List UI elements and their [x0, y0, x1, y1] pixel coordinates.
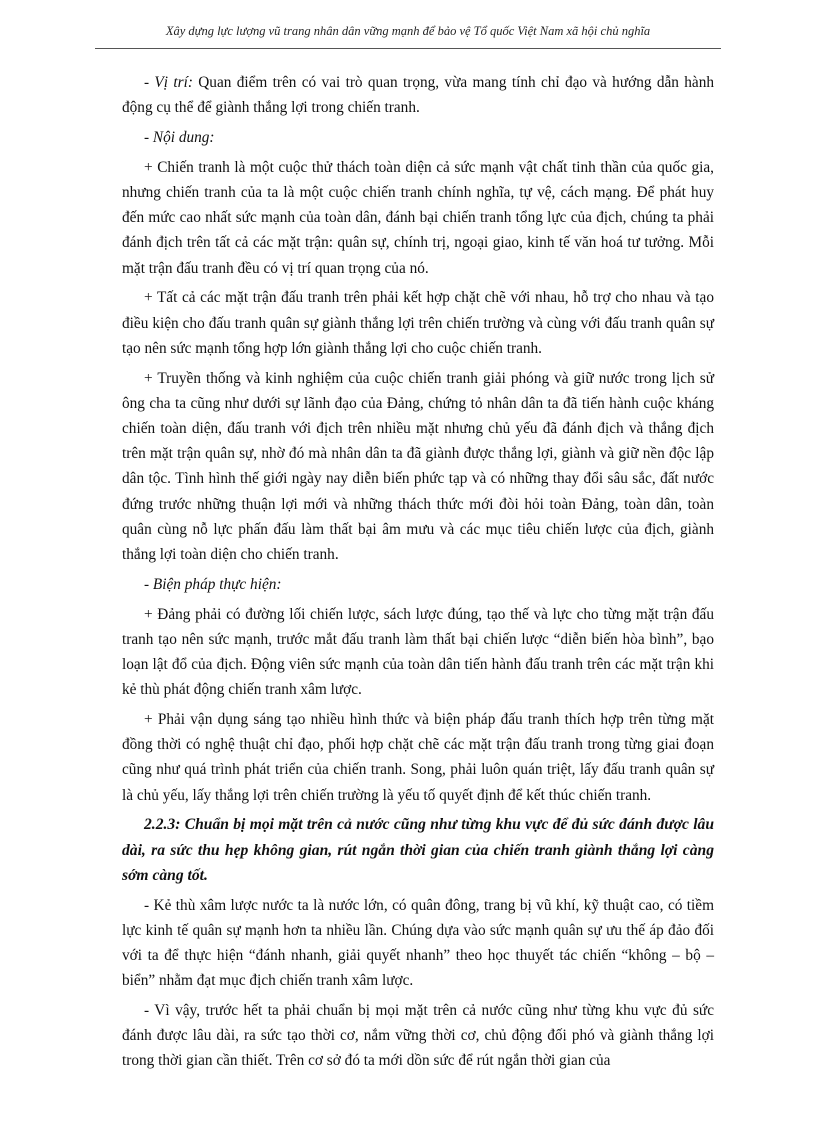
- document-body: [122, 70, 714, 1078]
- paragraph-ke-thu: - Kẻ thù xâm lược nước ta là nước lớn, có quân đông, trang bị vũ khí, kỹ thuật cao, có tiềm lực kinh tế quân sự mạnh hơn ta nhiều lần. Chúng dựa vào sức mạnh quân sự ưu thế áp đảo đối với ta để thực hiện “đánh nhanh, giải quyết nhanh” theo học thuyết tác chiến “không – bộ – biển” nhằm đạt mục địch chiến tranh xâm lược.: [122, 896, 714, 990]
- page-header: Xây dựng lực lượng vũ trang nhân dân vững mạnh để bảo vệ Tổ quốc Việt Nam xã hội chủ nghĩa: [165, 24, 651, 38]
- paragraph-noi-dung-3: + Truyền thống và kinh nghiệm của cuộc chiến tranh giải phóng và giữ nước trong lịch sử ông cha ta cũng như dưới sự lãnh đạo của Đảng, chứng tỏ nhân dân ta đã tiến hành cuộc kháng chiến toàn diện, đấu tranh với địch trên nhiều mặt nhưng chủ yếu đã đánh địch và thắng địch trên mặt trận quân sự, nhờ đó mà nhân dân ta đã giành được thắng lợi, giành và giữ nền độc lập dân tộc. Tình hình thế giới ngày nay diễn biến phức tạp và có những thay đổi sâu sắc, đất nước đứng trước những thuận lợi mới và những thách thức mới đòi hỏi toàn Đảng, toàn dân, toàn quân cùng nỗ lực phấn đấu làm thất bại âm mưu và các mục tiêu chiến lược của địch, giành thắng lợi toàn diện cho chiến tranh.: [122, 369, 714, 564]
- paragraph-vi-vay: - Vì vậy, trước hết ta phải chuẩn bị mọi mặt trên cả nước cũng như từng khu vực đủ sức đánh được lâu dài, ra sức tạo thời cơ, nắm vững thời cơ, chủ động đối phó và giành thắng lợi trong thời gian cần thiết. Trên cơ sở đó ta mới dồn sức để rút ngắn thời gian của: [122, 1002, 714, 1070]
- header-divider: [95, 48, 721, 49]
- section-heading-2-2-3: 2.2.3: Chuẩn bị mọi mặt trên cả nước cũng như từng khu vực để đủ sức đánh được lâu dài, ra sức thu hẹp không gian, rút ngắn thời gian của chiến tranh giành thắng lợi càng sớm càng tốt.: [122, 816, 714, 884]
- paragraph-vi-tri: [122, 70, 714, 120]
- paragraph-noi-dung-2: + Tất cả các mặt trận đấu tranh trên phải kết hợp chặt chẽ với nhau, hỗ trợ cho nhau và tạo điều kiện cho đấu tranh quân sự giành thắng lợi trên chiến trường và cùng với đấu tranh quân sự tạo nên sức mạnh tổng hợp lớn giành thắng lợi cho cuộc chiến tranh.: [122, 289, 714, 357]
- bien-phap-label: - Biện pháp thực hiện:: [144, 575, 282, 593]
- paragraph-bien-phap-2: + Phải vận dụng sáng tạo nhiều hình thức và biện pháp đấu tranh thích hợp trên từng mặt đồng thời có nghệ thuật chỉ đạo, phối hợp chặt chẽ các mặt trận đấu tranh trong từng giai đoạn cũng như quá trình phát triển của chiến tranh. Song, phải luôn quán triệt, lấy đấu tranh quân sự là chủ yếu, lấy thắng lợi trên chiến trường là yếu tố quyết định để kết thúc chiến tranh.: [122, 711, 714, 804]
- paragraph-noi-dung-1: + Chiến tranh là một cuộc thử thách toàn diện cả sức mạnh vật chất tinh thần của quốc gia, nhưng chiến tranh của ta là một cuộc chiến tranh chính nghĩa, tự vệ, cách mạng. Để phát huy đến mức cao nhất sức mạnh của toàn dân, đánh bại chiến tranh tổng lực của địch, chúng ta phải đánh địch trên tất cả các mặt trận: quân sự, chính trị, ngoại giao, kinh tế văn hoá tư tưởng. Mỗi mặt trận đấu tranh đều có vị trí quan trọng của nó.: [122, 158, 714, 277]
- vi-tri-text: Quan điểm trên có vai trò quan trọng, vừa mang tính chỉ đạo và hướng dẫn hành động cụ thể để giành thắng lợi trong chiến tranh.: [122, 74, 714, 117]
- paragraph-bien-phap-1: + Đảng phải có đường lối chiến lược, sách lược đúng, tạo thế và lực cho từng mặt trận đấu tranh tạo nên sức mạnh, trước mắt đấu tranh làm thất bại chiến lược “diễn biến hòa bình”, bạo loạn lật đổ của địch. Động viên sức mạnh của toàn dân tiến hành đấu tranh trên các mặt trận khi kẻ thù phát động chiến tranh xâm lược.: [122, 605, 714, 699]
- noi-dung-label: - Nội dung:: [144, 129, 215, 146]
- vi-tri-label: - Vị trí:: [144, 74, 193, 91]
